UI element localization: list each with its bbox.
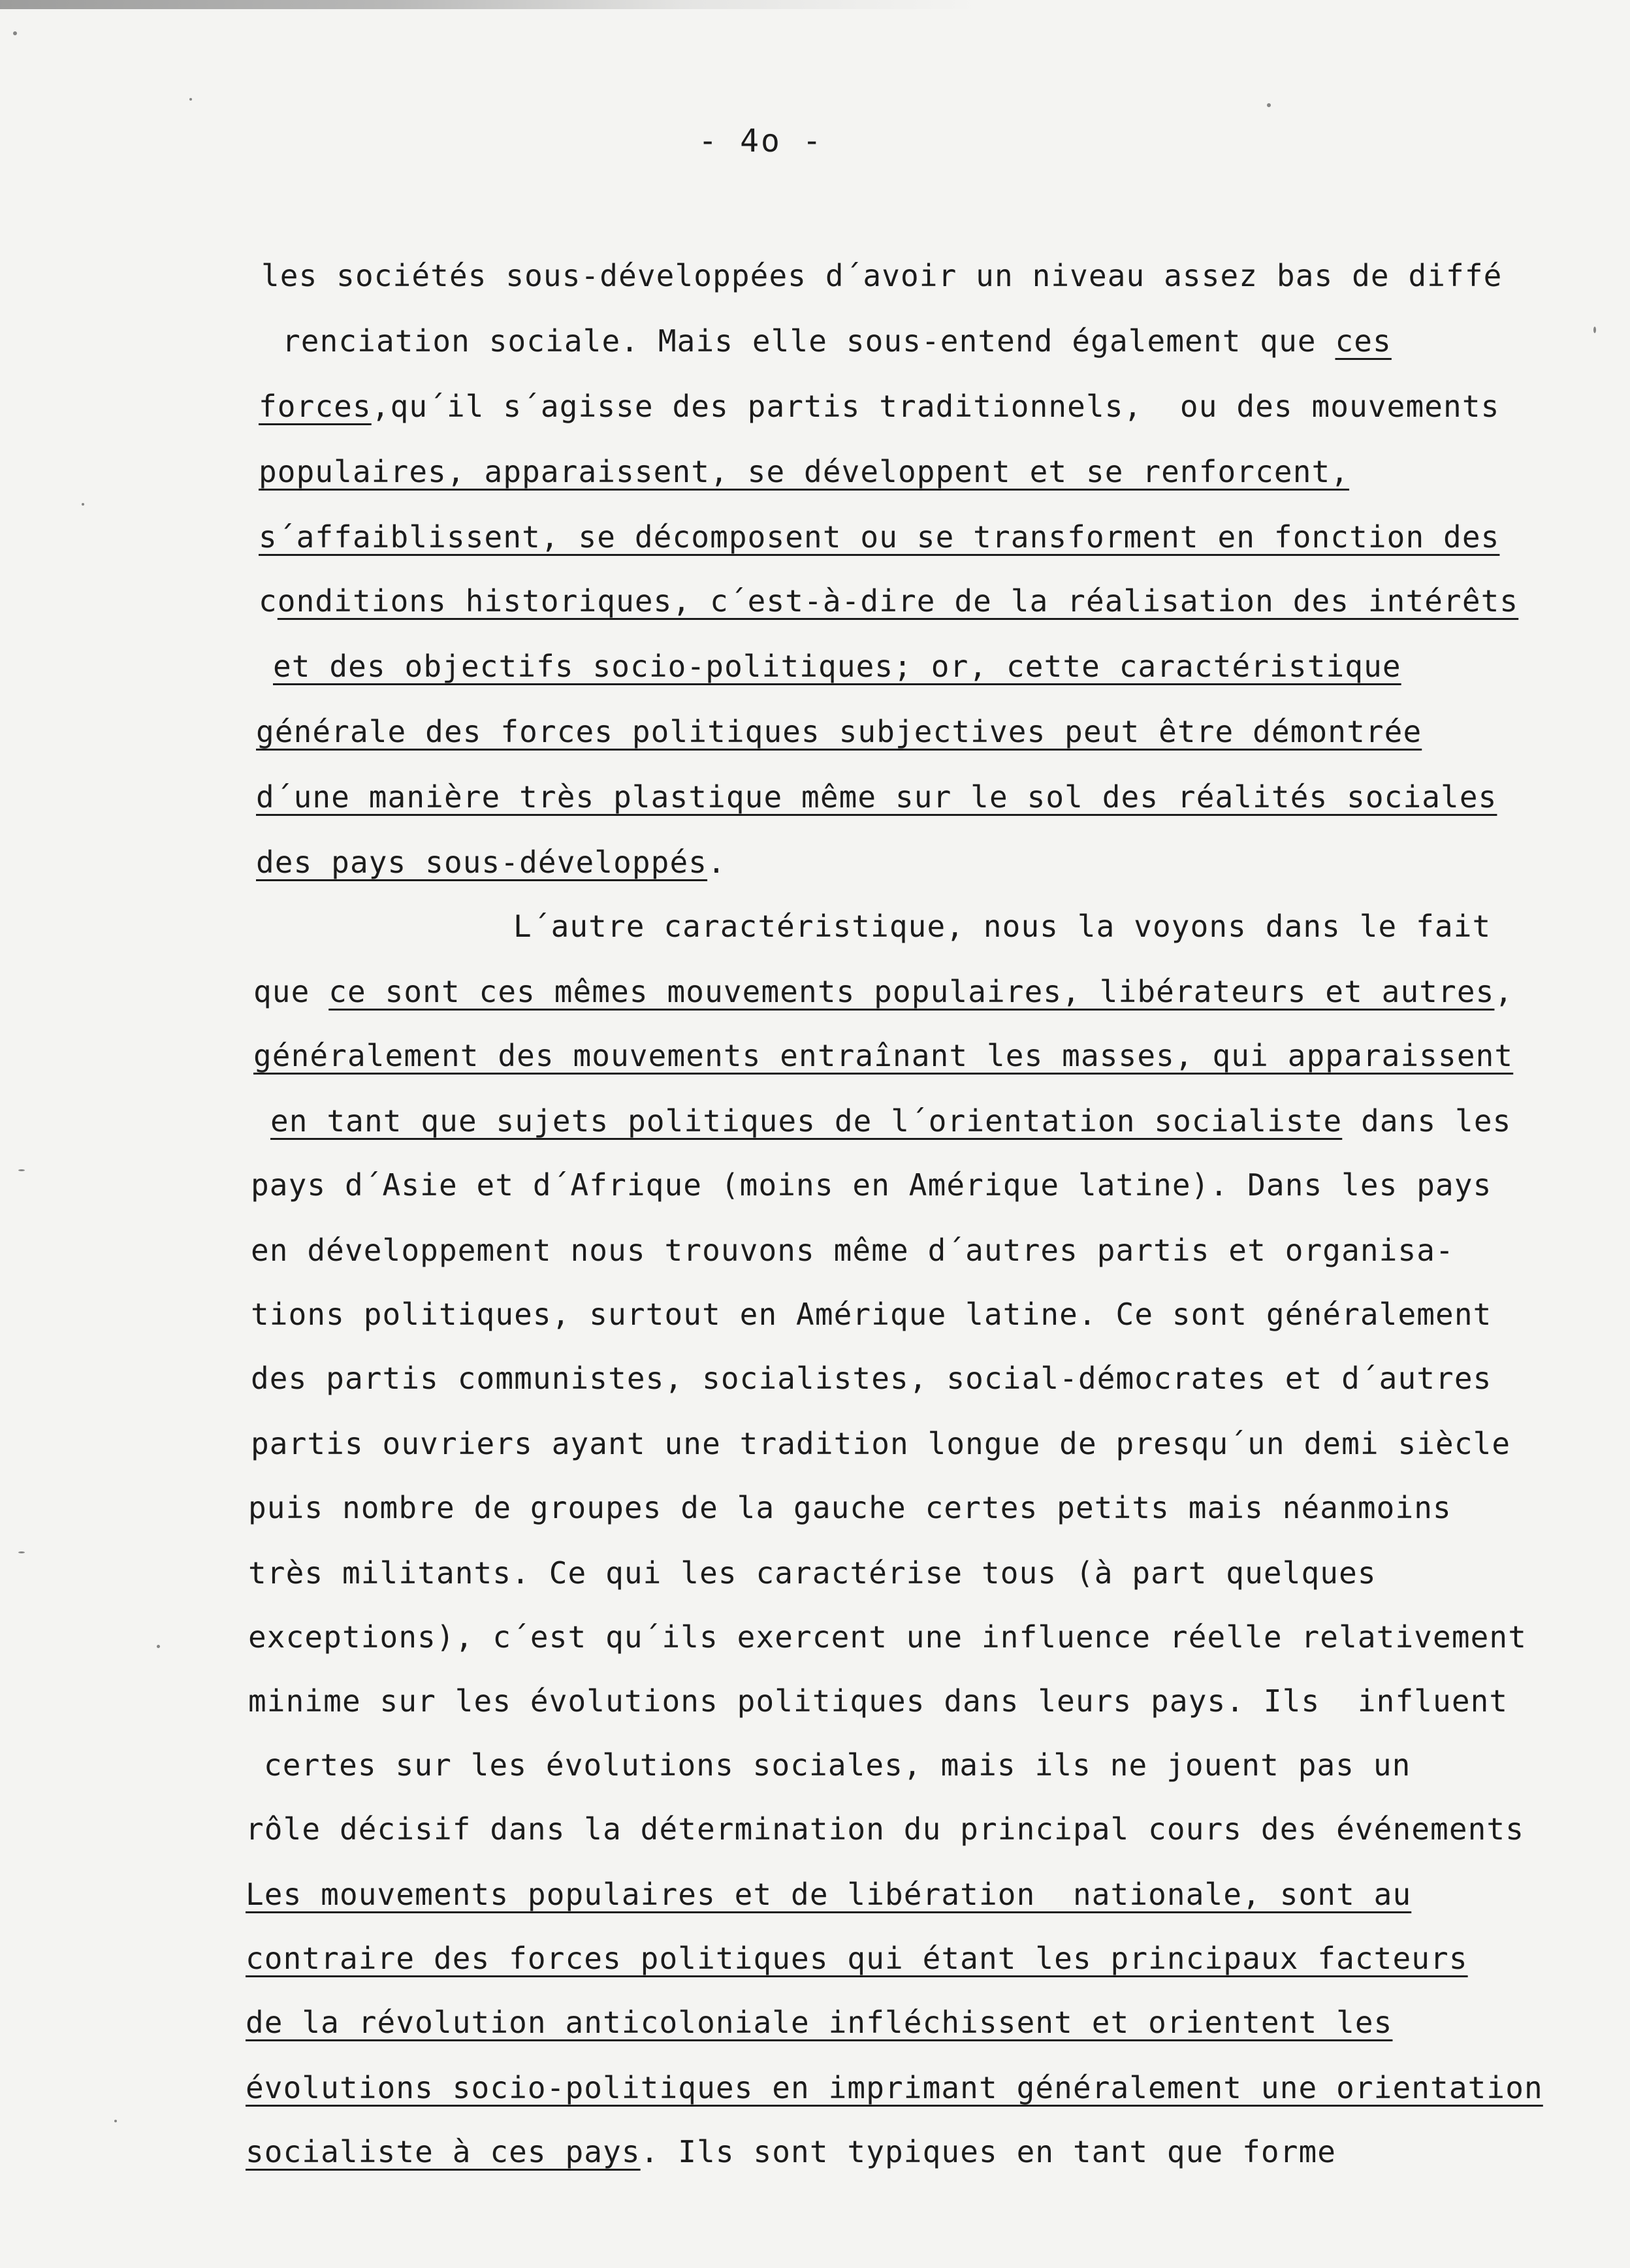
underlined-text: contraire des forces politiques qui étant les principaux facteurs xyxy=(246,1941,1468,1976)
text-segment: pays d´Asie et d´Afrique (moins en Amérique latine). Dans les pays xyxy=(251,1167,1492,1203)
scan-speck xyxy=(114,2120,117,2122)
scan-speck xyxy=(18,1169,25,1171)
text-line xyxy=(259,517,1499,557)
underlined-text: d´une manière très plastique même sur le sol des réalités sociales xyxy=(256,779,1497,815)
text-segment: exceptions), c´est qu´ils exercent une influence réelle relativement xyxy=(248,1619,1527,1655)
text-line xyxy=(246,2068,1543,2107)
underlined-text: ces xyxy=(1335,323,1392,359)
underlined-text: généralement des mouvements entraînant les masses, qui apparaissent xyxy=(253,1038,1514,1073)
underlined-text: forces xyxy=(259,389,372,424)
underlined-text: en tant que sujets politiques de l´orientation socialiste xyxy=(270,1103,1343,1139)
text-line xyxy=(256,777,1497,817)
text-line xyxy=(246,1809,1524,1849)
text-line xyxy=(251,1165,1492,1205)
scan-speck xyxy=(18,1551,25,1553)
underlined-text: onditions historiques, c´est-à-dire de la réalisation des intérêts xyxy=(277,583,1519,619)
underlined-text: générale des forces politiques subjectives peut être démontrée xyxy=(256,714,1422,749)
text-segment: tions politiques, surtout en Amérique latine. Ce sont généralement xyxy=(251,1297,1492,1332)
underlined-text: évolutions socio-politiques en imprimant généralement une orientation xyxy=(246,2070,1543,2105)
underlined-text: Les mouvements populaires et de libération nationale, sont au xyxy=(246,1877,1412,1912)
page-number: - 4o - xyxy=(698,123,823,159)
text-line xyxy=(251,1359,1492,1398)
text-segment: dans les xyxy=(1342,1103,1512,1139)
text-line xyxy=(259,581,1518,621)
underlined-text: populaires, apparaissent, se développent et se renforcent, xyxy=(259,454,1350,489)
text-segment: c xyxy=(259,583,278,619)
text-line xyxy=(253,1036,1513,1075)
text-segment: les sociétés sous-développées d´avoir un niveau assez bas de diffé xyxy=(261,258,1503,293)
text-segment: rôle décisif dans la détermination du principal cours des événements xyxy=(246,1811,1525,1847)
text-segment: en développement nous trouvons même d´autres partis et organisa- xyxy=(251,1233,1454,1268)
scan-speck xyxy=(189,98,192,101)
text-segment: . Ils sont typiques en tant que forme xyxy=(640,2134,1337,2169)
scan-speck xyxy=(1593,327,1596,333)
scan-speck xyxy=(157,1645,160,1648)
text-line xyxy=(273,647,1401,686)
underlined-text: s´affaiblissent, se décomposent ou se transforment en fonction des xyxy=(259,519,1500,555)
text-line xyxy=(259,452,1349,491)
text-line xyxy=(251,1231,1454,1270)
text-line xyxy=(282,321,1392,361)
text-segment: très militants. Ce qui les caractérise tous (à part quelques xyxy=(248,1555,1377,1591)
underlined-text: ce sont ces mêmes mouvements populaires, libérateurs et autres xyxy=(328,974,1495,1009)
text-segment: des partis communistes, socialistes, social-démocrates et d´autres xyxy=(251,1361,1492,1396)
text-segment: que xyxy=(253,974,329,1009)
text-line xyxy=(259,387,1499,426)
text-segment: . xyxy=(707,845,726,880)
text-line xyxy=(248,1553,1377,1593)
text-segment: renciation sociale. Mais elle sous-entend également que xyxy=(282,323,1335,359)
text-segment: certes sur les évolutions sociales, mais ils ne jouent pas un xyxy=(264,1747,1411,1783)
underlined-text: et des objectifs socio-politiques; or, cette caractéristique xyxy=(273,649,1401,684)
text-line xyxy=(248,1681,1508,1721)
text-segment: , xyxy=(1494,974,1514,1009)
underlined-text: socialiste à ces pays xyxy=(246,2134,641,2169)
text-line xyxy=(251,1424,1510,1463)
text-line xyxy=(253,972,1513,1011)
text-line xyxy=(246,2132,1336,2171)
scan-speck xyxy=(82,503,84,506)
text-line xyxy=(256,843,726,882)
text-line xyxy=(248,1488,1452,1527)
underlined-text: des pays sous-développés xyxy=(256,845,708,880)
text-line xyxy=(248,1617,1527,1657)
underlined-text: de la révolution anticoloniale infléchissent et orientent les xyxy=(246,2005,1393,2040)
text-line xyxy=(246,2003,1392,2042)
text-line xyxy=(256,712,1422,751)
text-segment: minime sur les évolutions politiques dans leurs pays. Ils influent xyxy=(248,1683,1509,1719)
text-segment: ,qu´il s´agisse des partis traditionnels, ou des mouvements xyxy=(371,389,1500,424)
scan-speck xyxy=(13,31,17,35)
text-line xyxy=(270,1101,1511,1141)
text-segment: L´autre caractéristique, nous la voyons dans le fait xyxy=(513,909,1492,944)
scan-edge-smudge xyxy=(0,0,980,9)
text-segment: puis nombre de groupes de la gauche certes petits mais néanmoins xyxy=(248,1490,1452,1525)
text-line xyxy=(251,1295,1492,1334)
text-line xyxy=(264,1745,1411,1785)
text-segment: partis ouvriers ayant une tradition longue de presqu´un demi siècle xyxy=(251,1426,1511,1461)
scan-speck xyxy=(1267,103,1271,107)
text-line xyxy=(261,256,1502,295)
text-line xyxy=(513,907,1491,946)
text-line xyxy=(246,1939,1468,1978)
text-line xyxy=(246,1875,1411,1914)
